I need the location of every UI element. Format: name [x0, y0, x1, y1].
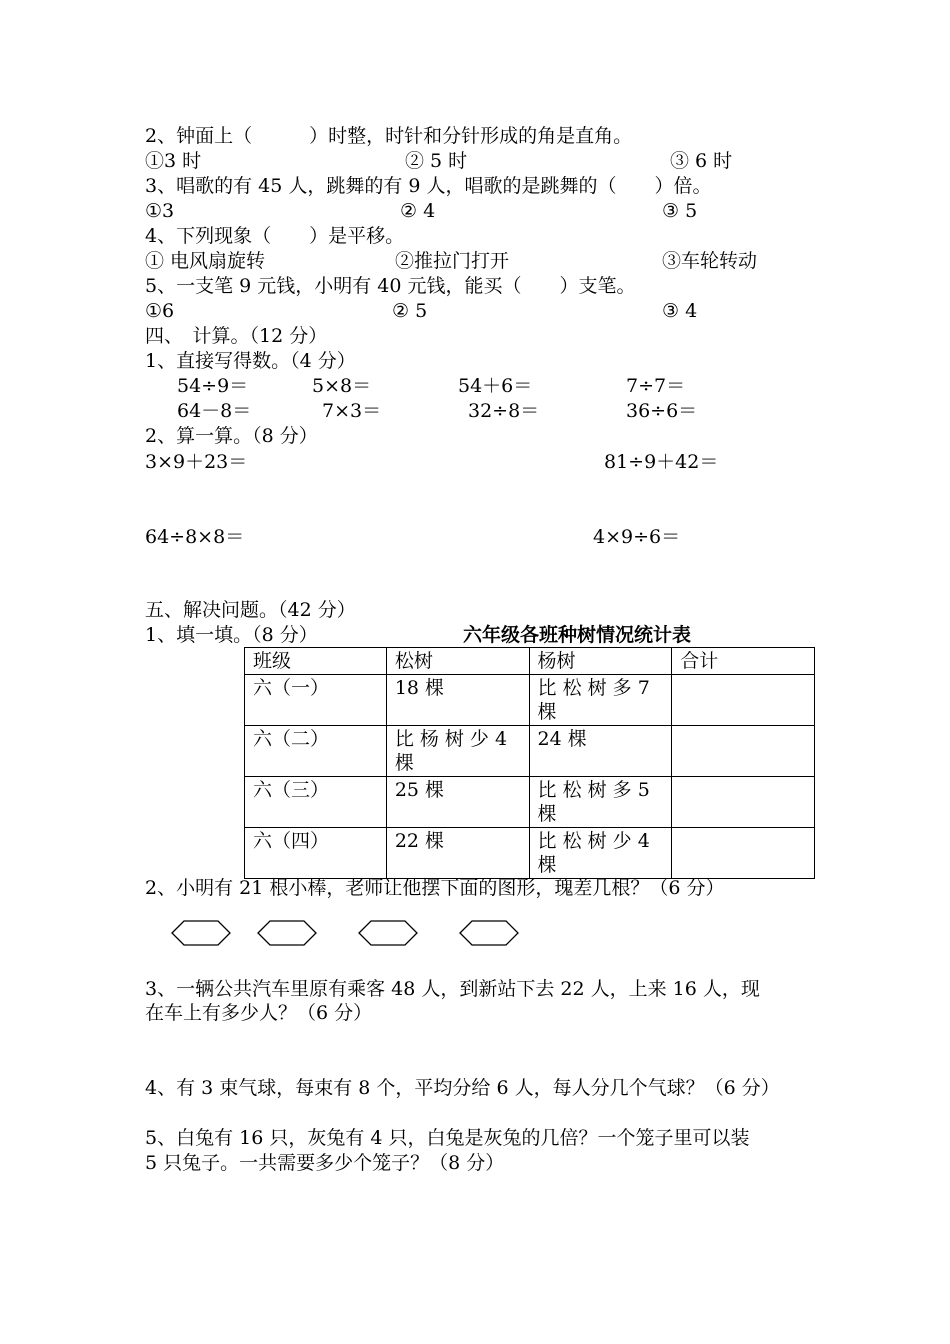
step-calc-4: 4×9÷6＝ — [593, 526, 681, 548]
question-2-option-1: ①3 时 — [145, 150, 202, 172]
step-calc-2: 81÷9＋42＝ — [604, 451, 719, 473]
question-3-option-2: ② 4 — [400, 200, 436, 222]
question-2-option-3: ③ 6 时 — [670, 150, 733, 172]
hexagon-shape-1 — [170, 919, 232, 947]
header-pine: 松树 — [386, 648, 529, 675]
problem-5-line-2: 5 只兔子。一共需要多少个笼子？（8 分） — [145, 1152, 505, 1174]
question-2-stem: 2、钟面上（ ）时整，时针和分针形成的角是直角。 — [145, 125, 633, 147]
table-row — [245, 726, 815, 777]
table-cell: 比 松 树 多 7 棵 — [529, 675, 672, 726]
question-3-option-1: ①3 — [145, 200, 175, 222]
table-row — [245, 828, 815, 879]
oral-calc-2: 5×8＝ — [312, 375, 372, 397]
question-2-option-2: ② 5 时 — [405, 150, 468, 172]
problem-2: 2、小明有 21 根小棒，老师让他摆下面的图形，瑰差几根？（6 分） — [145, 877, 725, 899]
problem-5-line-1: 5、白兔有 16 只，灰兔有 4 只，白兔是灰兔的几倍？一个笼子里可以装 — [145, 1127, 750, 1149]
question-4-option-2: ②推拉门打开 — [395, 250, 510, 272]
table-cell: 25 棵 — [386, 777, 529, 828]
table-cell-blank[interactable] — [672, 675, 815, 726]
table-row — [245, 675, 815, 726]
oral-calc-1: 54÷9＝ — [177, 375, 249, 397]
oral-calc-8: 36÷6＝ — [626, 400, 698, 422]
table-cell: 22 棵 — [386, 828, 529, 879]
oral-calc-3: 54＋6＝ — [458, 375, 533, 397]
table-cell: 24 棵 — [529, 726, 672, 777]
table-cell-blank[interactable] — [672, 726, 815, 777]
section-4-part-2-title: 2、算一算。（8 分） — [145, 425, 318, 447]
question-5-option-1: ①6 — [145, 300, 175, 322]
oral-calc-6: 7×3＝ — [322, 400, 382, 422]
table-cell: 六（三） — [245, 777, 387, 828]
problem-4: 4、有 3 束气球，每束有 8 个，平均分给 6 人，每人分几个气球？（6 分） — [145, 1077, 780, 1099]
table-cell: 比 杨 树 少 4 棵 — [386, 726, 529, 777]
table-cell: 18 棵 — [386, 675, 529, 726]
question-5-option-2: ② 5 — [392, 300, 428, 322]
step-calc-3: 64÷8×8＝ — [145, 526, 245, 548]
step-calc-1: 3×9＋23＝ — [145, 451, 248, 473]
header-class: 班级 — [245, 648, 387, 675]
section-4-part-1-title: 1、直接写得数。（4 分） — [145, 350, 356, 372]
question-4-stem: 4、下列现象（ ）是平移。 — [145, 225, 405, 247]
table-cell: 六（四） — [245, 828, 387, 879]
table-cell-blank[interactable] — [672, 777, 815, 828]
oral-calc-4: 7÷7＝ — [626, 375, 686, 397]
question-3-stem: 3、唱歌的有 45 人，跳舞的有 9 人，唱歌的是跳舞的（ ）倍。 — [145, 175, 712, 197]
question-3-option-3: ③ 5 — [662, 200, 698, 222]
tree-planting-table — [244, 647, 815, 879]
oral-calc-7: 32÷8＝ — [468, 400, 540, 422]
table-cell: 六（二） — [245, 726, 387, 777]
problem-3-line-2: 在车上有多少人？（6 分） — [145, 1002, 373, 1024]
hexagon-shape-3 — [357, 919, 419, 947]
problem-3-line-1: 3、一辆公共汽车里原有乘客 48 人，到新站下去 22 人，上来 16 人，现 — [145, 978, 760, 1000]
section-5-heading: 五、解决问题。（42 分） — [145, 599, 356, 621]
header-total: 合计 — [672, 648, 815, 675]
table-row — [245, 777, 815, 828]
table-cell: 比 松 树 少 4 棵 — [529, 828, 672, 879]
section-4-heading: 四、 计算。（12 分） — [145, 325, 328, 347]
table-cell: 六（一） — [245, 675, 387, 726]
hexagon-shape-2 — [256, 919, 318, 947]
question-4-option-3: ③车轮转动 — [662, 250, 758, 272]
table-cell-blank[interactable] — [672, 828, 815, 879]
hexagon-shape-4 — [458, 919, 520, 947]
problem-1-title: 1、填一填。（8 分） — [145, 624, 318, 646]
question-5-option-3: ③ 4 — [662, 300, 698, 322]
oral-calc-5: 64－8＝ — [177, 400, 252, 422]
header-poplar: 杨树 — [529, 648, 672, 675]
table-cell: 比 松 树 多 5 棵 — [529, 777, 672, 828]
question-5-stem: 5、一支笔 9 元钱，小明有 40 元钱，能买（ ）支笔。 — [145, 275, 636, 297]
table-title: 六年级各班种树情况统计表 — [463, 624, 692, 646]
question-4-option-1: ① 电风扇旋转 — [145, 250, 266, 272]
table-header-row — [245, 648, 815, 675]
